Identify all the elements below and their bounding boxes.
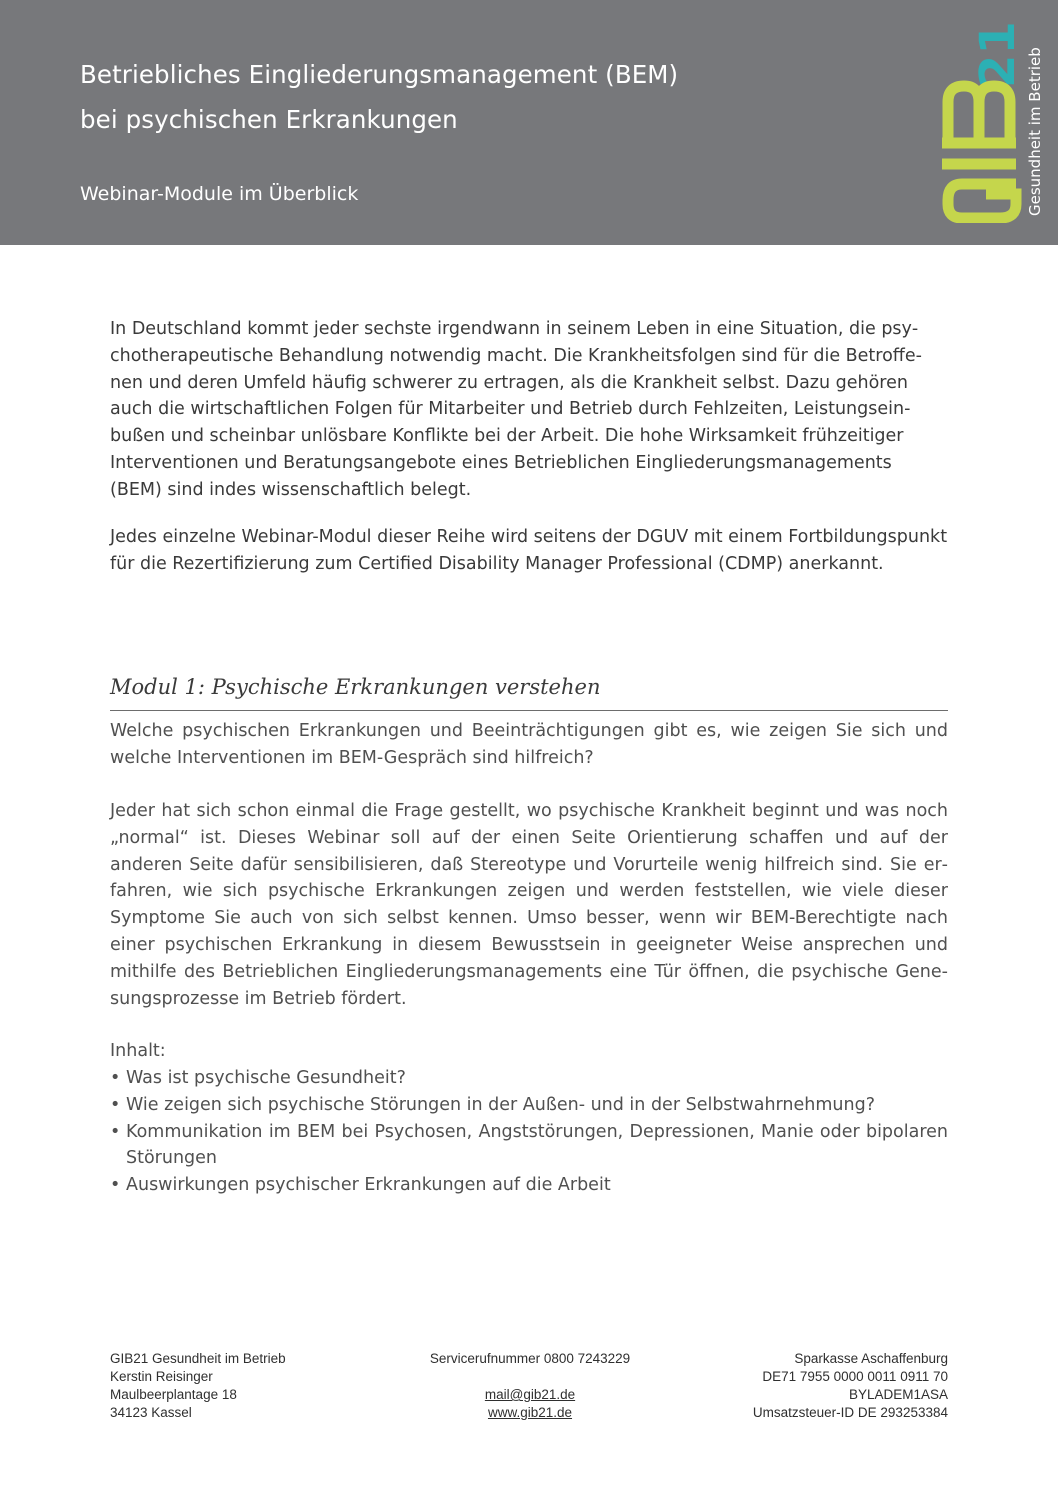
content-list-item <box>110 1065 948 1092</box>
footer-city: 34123 Kassel <box>110 1405 192 1420</box>
intro-paragraph-2: Jedes einzelne Webinar-Modul dieser Reihe wird seitens der DGUV mit einem Fortbildungspunkt für die Rezertifizierung zum Certified Disability Manager Professional (CDMP) anerkannt. <box>110 527 948 574</box>
footer-email-link[interactable]: mail@gib21.de <box>484 1387 576 1402</box>
footer-website-link[interactable]: www.gib21.de <box>487 1405 573 1420</box>
footer-tax-id: Umsatzsteuer-ID DE 293253384 <box>752 1405 948 1420</box>
footer-company: GIB21 Gesundheit im Betrieb <box>110 1351 286 1366</box>
logo-number-text: 21 <box>970 21 1026 88</box>
footer-service-number: Servicerufnummer 0800 7243229 <box>429 1351 631 1366</box>
content-list-item-text: Wie zeigen sich psychische Störungen in der Außen- und in der Selbstwahrnehmung? <box>126 1094 875 1115</box>
footer-street: Maulbeerplantage 18 <box>110 1387 237 1402</box>
bullet-icon: • <box>110 1121 121 1142</box>
gib21-logo <box>938 18 1048 223</box>
footer-address <box>110 1350 286 1422</box>
document-title-line-2: bei psychischen Erkrankungen <box>80 105 458 134</box>
intro-paragraph-1: In Deutschland kommt jeder sechste irgendwann in seinem Leben in eine Situation, die psychotherapeutische Behandlung notwendig macht. Die Krankheitsfolgen sind für die Betroffenen und deren Umfeld häufig schwerer zu ertragen, als die Krankheit selbst. Dazu gehören auch die wirtschaftlichen Folgen für Mitarbeiter und Betrieb durch Fehlzeiten, Leistungseinbußen und scheinbar unlösbare Konflikte bei der Arbeit. Die hohe Wirksamkeit frühzeitiger Interventionen und Beratungsangebote eines Betrieblichen Eingliederungsmanagements (BEM) sind indes wissenschaftlich belegt. <box>110 319 922 500</box>
content-list-item-text: Auswirkungen psychischer Erkrankungen auf die Arbeit <box>126 1175 611 1196</box>
document-title <box>80 52 678 142</box>
content-label: Inhalt: <box>110 1041 166 1061</box>
content-list-item <box>110 1172 948 1199</box>
logo-letters <box>942 86 1016 218</box>
header-band <box>0 0 1058 245</box>
footer-contact <box>410 1350 650 1422</box>
footer-iban: DE71 7955 0000 0011 0911 70 <box>762 1369 948 1384</box>
footer-bic: BYLADEM1ASA <box>848 1387 948 1402</box>
bullet-icon: • <box>110 1175 121 1196</box>
module-question: Welche psychischen Erkrankungen und Beeinträchtigungen gibt es, wie zeigen Sie sich und welche Interventionen im BEM-Gespräch sind hilfreich? <box>110 721 948 768</box>
bullet-icon: • <box>110 1068 121 1088</box>
bullet-icon: • <box>110 1094 121 1115</box>
footer-person: Kerstin Reisinger <box>110 1369 213 1384</box>
logo-tagline: Gesundheit im Betrieb <box>1026 47 1044 216</box>
logo-letter-g <box>948 184 1016 218</box>
content-list-item <box>110 1092 948 1119</box>
document-subtitle: Webinar-Module im Überblick <box>80 183 359 205</box>
content-list <box>110 1065 948 1199</box>
module-title: Modul 1: Psychische Erkrankungen verstehen <box>110 672 948 711</box>
content-list-item <box>110 1119 948 1173</box>
footer-bank-name: Sparkasse Aschaffenburg <box>794 1351 948 1366</box>
footer-bank <box>753 1350 948 1422</box>
module-description: Jeder hat sich schon einmal die Frage gestellt, wo psychische Krankheit beginnt und was noch „normal“ ist. Dieses Webinar soll auf der einen Seite Orientierung schaffen und auf der anderen Seite dafür sensibilisieren, daß Stereotype und Vorurteile wenig hilfreich sind. Sie erfahren, wie sich psychische Erkrankungen zeigen und werden feststellen, wie viele dieser Symptome Sie auch von sich selbst kennen. Umso besser, wenn wir BEM-Berechtigte nach einer psychischen Erkrankung in diesem Bewusstsein in geeigneter Weise ansprechen und mithilfe des Betrieblichen Eingliederungsmanagements eine Tür öffnen, die psychische Genesungsprozesse im Betrieb fördert. <box>110 801 948 1009</box>
footer-spacer <box>410 1368 650 1386</box>
content-list-item-text: Kommunikation im BEM bei Psychosen, Angststörungen, Depressionen, Manie oder bipolaren Störungen <box>126 1121 948 1169</box>
content-list-item-text: Was ist psychische Gesundheit? <box>126 1068 406 1088</box>
logo-number <box>970 21 1026 88</box>
document-title-line-1: Betriebliches Eingliederungsmanagement (BEM) <box>80 60 679 89</box>
footer <box>110 1350 948 1426</box>
